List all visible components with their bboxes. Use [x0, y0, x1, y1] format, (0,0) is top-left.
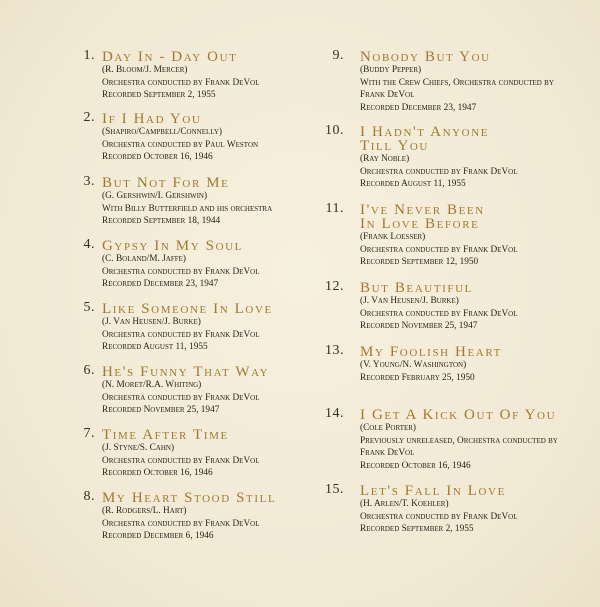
track-credits	[360, 231, 590, 269]
track-title: But Beautiful	[360, 280, 473, 296]
track-title: If I Had You	[102, 111, 202, 127]
track-credits	[102, 505, 332, 543]
orchestra-line: Orchestra conducted by Frank DeVol	[102, 77, 260, 88]
recorded-line: Recorded August 11, 1955	[360, 179, 466, 190]
track-title: He's Funny That Way	[102, 364, 270, 380]
track-title-continued: In Love Before	[360, 216, 480, 232]
track-title: Day In - Day Out	[102, 49, 238, 65]
orchestra-line: Orchestra conducted by Frank DeVol	[360, 308, 518, 319]
composer-line: (G. Gershwin/I. Gershwin)	[102, 191, 208, 201]
track-number: 5.	[83, 300, 95, 315]
recorded-line: Recorded October 16, 1946	[360, 460, 471, 471]
orchestra-line: Orchestra conducted by Frank DeVol	[102, 455, 260, 466]
track-title: Nobody But You	[360, 49, 491, 65]
track-number: 12.	[325, 279, 344, 294]
track-credits	[360, 422, 590, 472]
track-number: 14.	[325, 406, 344, 421]
track-title-continued: Till You	[360, 138, 429, 154]
track-title: Let's Fall In Love	[360, 483, 506, 499]
orchestra-line: Orchestra conducted by Frank DeVol	[102, 266, 260, 277]
track-number: 4.	[83, 237, 95, 252]
recorded-line: Recorded September 2, 1955	[102, 90, 216, 101]
track-credits	[102, 253, 332, 291]
track-number: 7.	[83, 426, 95, 441]
recorded-line: Recorded September 2, 1955	[360, 524, 474, 535]
recorded-line: Recorded September 18, 1944	[102, 216, 221, 227]
track-title: My Foolish Heart	[360, 344, 502, 360]
orchestra-line: Orchestra conducted by Frank DeVol	[102, 392, 260, 403]
recorded-line: Recorded December 23, 1947	[102, 279, 219, 290]
composer-line: (Frank Loesser)	[360, 232, 426, 242]
track-number: 8.	[83, 489, 95, 504]
orchestra-line: Orchestra conducted by Frank DeVol	[102, 329, 260, 340]
composer-line: (Buddy Pepper)	[360, 65, 422, 75]
recorded-line: Recorded December 6, 1946	[102, 531, 214, 542]
composer-line: (J. Styne/S. Cahn)	[102, 443, 175, 453]
composer-line: (J. Van Heusen/J. Burke)	[102, 317, 201, 327]
recorded-line: Recorded October 16, 1946	[102, 468, 213, 479]
composer-line: (Cole Porter)	[360, 423, 417, 433]
track-number: 13.	[325, 343, 344, 358]
recorded-line: Recorded December 23, 1947	[360, 102, 477, 113]
track-credits	[360, 64, 590, 114]
orchestra-line: With the Crew Chiefs, Orchestra conducted by Frank DeVol	[360, 77, 554, 101]
track-credits	[360, 359, 590, 384]
composer-line: (V. Young/N. Washington)	[360, 360, 467, 370]
track-number: 1.	[83, 48, 95, 63]
recorded-line: Recorded February 25, 1950	[360, 372, 475, 383]
track-credits	[102, 442, 332, 480]
track-credits	[102, 64, 332, 102]
composer-line: (R. Bloom/J. Mercer)	[102, 65, 188, 75]
track-credits	[360, 498, 590, 536]
track-title: Gypsy In My Soul	[102, 238, 243, 254]
orchestra-line: Orchestra conducted by Frank DeVol	[102, 518, 260, 529]
track-number: 3.	[83, 174, 95, 189]
track-number: 15.	[325, 482, 344, 497]
track-credits	[102, 316, 332, 354]
orchestra-line: Orchestra conducted by Frank DeVol	[360, 244, 518, 255]
composer-line: (Shapiro/Campbell/Connelly)	[102, 127, 223, 137]
track-title: I've Never Been	[360, 202, 485, 218]
orchestra-line: Orchestra conducted by Paul Weston	[102, 139, 259, 150]
composer-line: (H. Arlen/T. Koehler)	[360, 499, 449, 509]
orchestra-line: With Billy Butterfield and his orchestra	[102, 203, 273, 214]
track-number: 9.	[332, 48, 344, 63]
composer-line: (N. Moret/R.A. Whiting)	[102, 380, 202, 390]
composer-line: (Ray Noble)	[360, 154, 410, 164]
track-number: 2.	[83, 110, 95, 125]
track-number: 11.	[325, 201, 344, 216]
recorded-line: Recorded September 12, 1950	[360, 257, 479, 268]
composer-line: (C. Boland/M. Jaffe)	[102, 254, 186, 264]
orchestra-line: Previously unreleased, Orchestra conducted by Frank DeVol	[360, 435, 558, 459]
track-credits	[102, 379, 332, 417]
recorded-line: Recorded October 16, 1946	[102, 152, 213, 163]
track-title: But Not For Me	[102, 175, 230, 191]
track-title: Time After Time	[102, 427, 229, 443]
recorded-line: Recorded November 25, 1947	[102, 405, 220, 416]
track-credits	[360, 153, 590, 191]
recorded-line: Recorded August 11, 1955	[102, 342, 208, 353]
composer-line: (R. Rodgers/L. Hart)	[102, 506, 187, 516]
track-title: My Heart Stood Still	[102, 490, 277, 506]
orchestra-line: Orchestra conducted by Frank DeVol	[360, 511, 518, 522]
track-number: 10.	[325, 123, 344, 138]
track-credits	[360, 295, 590, 333]
track-title: I Get A Kick Out Of You	[360, 407, 557, 423]
recorded-line: Recorded November 25, 1947	[360, 321, 478, 332]
orchestra-line: Orchestra conducted by Frank DeVol	[360, 166, 518, 177]
track-credits	[102, 190, 332, 228]
track-number: 6.	[83, 363, 95, 378]
track-title: I Hadn't Anyone	[360, 124, 490, 140]
track-title: Like Someone In Love	[102, 301, 273, 317]
track-credits	[102, 126, 332, 164]
composer-line: (J. Van Heusen/J. Burke)	[360, 296, 459, 306]
